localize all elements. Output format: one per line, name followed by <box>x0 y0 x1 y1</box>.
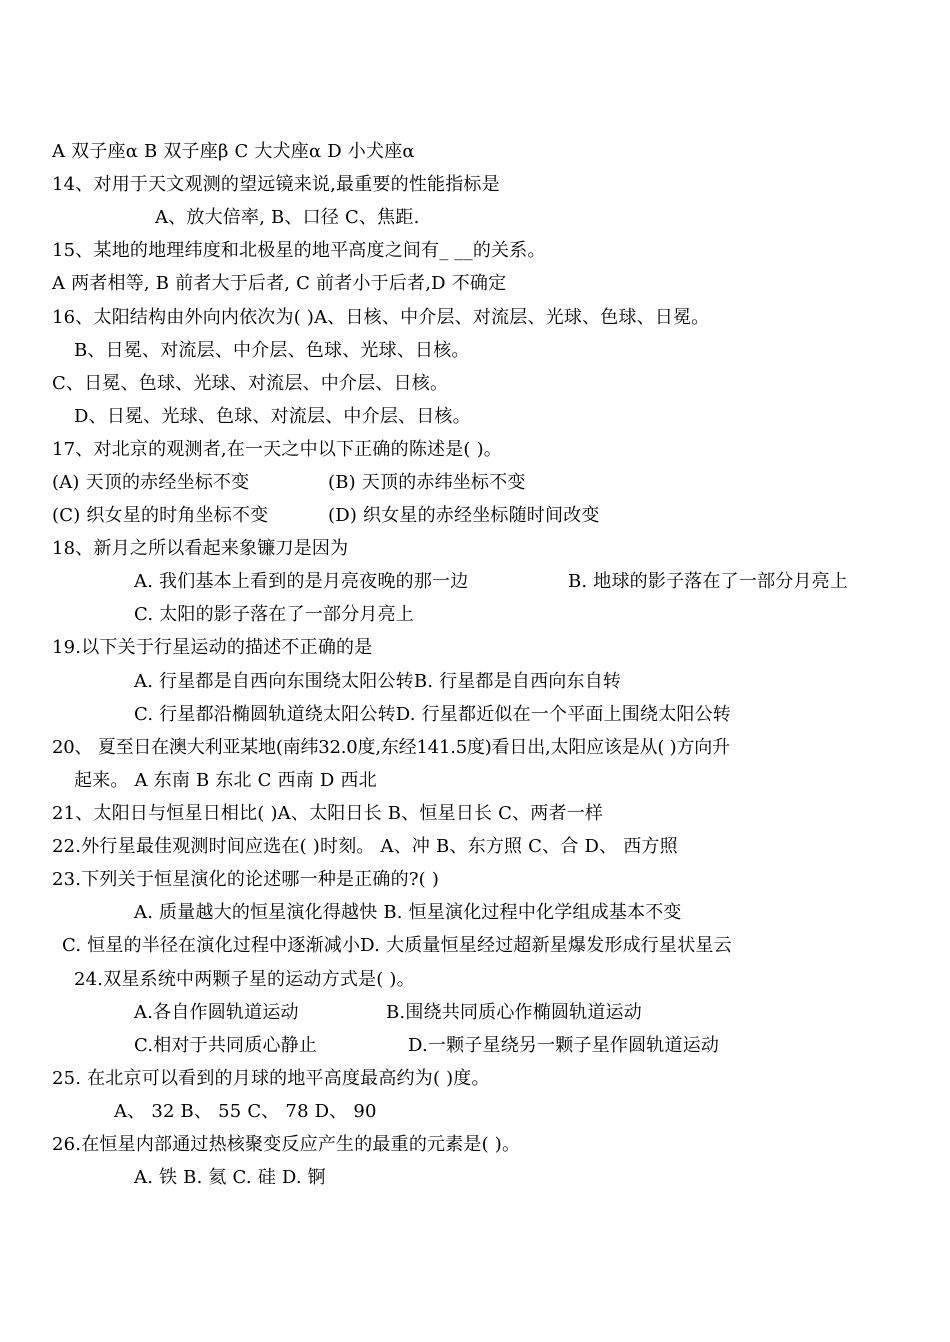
q18-option-c: C. 太阳的影子落在了一部分月亮上 <box>134 604 414 625</box>
q15-options: A 两者相等, B 前者大于后者, C 前者小于后者,D 不确定 <box>52 273 507 294</box>
q24-option-d: D.一颗子星绕另一颗子星作圆轨道运动 <box>408 1035 720 1056</box>
q16-option-b: B、日冕、对流层、中介层、色球、光球、日核。 <box>74 340 470 361</box>
q19-stem: 19.以下关于行星运动的描述不正确的是 <box>52 637 373 658</box>
q15-stem: 15、某地的地理纬度和北极星的地平高度之间有_ __的关系。 <box>52 240 546 261</box>
q17-option-d: (D) 织女星的赤经坐标随时间改变 <box>328 505 600 526</box>
q20-stem: 20、 夏至日在澳大利亚某地(南纬32.0度,东经141.5度)看日出,太阳应该是从( )方向升 <box>52 737 730 758</box>
q22-stem: 22.外行星最佳观测时间应选在( )时刻。 A、冲 B、东方照 C、合 D、 西方照 <box>52 836 678 857</box>
q16-option-d: D、日冕、光球、色球、对流层、中介层、日核。 <box>74 406 471 427</box>
q24-option-b: B.围绕共同质心作椭圆轨道运动 <box>386 1002 642 1023</box>
q14-options: A、放大倍率, B、口径 C、焦距. <box>155 207 420 228</box>
q17-stem: 17、对北京的观测者,在一天之中以下正确的陈述是( )。 <box>52 439 502 460</box>
q24-stem: 24.双星系统中两颗子星的运动方式是( )。 <box>74 969 415 990</box>
q20-options: 起来。 A 东南 B 东北 C 西南 D 西北 <box>74 770 377 791</box>
q26-options: A. 铁 B. 氦 C. 硅 D. 锕 <box>134 1167 326 1188</box>
q21-stem: 21、太阳日与恒星日相比( )A、太阳日长 B、恒星日长 C、两者一样 <box>52 803 604 824</box>
q14-stem: 14、对用于天文观测的望远镜来说,最重要的性能指标是 <box>52 174 500 195</box>
q26-stem: 26.在恒星内部通过热核聚变反应产生的最重的元素是( )。 <box>52 1134 521 1155</box>
q18-option-b: B. 地球的影子落在了一部分月亮上 <box>568 571 849 592</box>
q13-options: A 双子座α B 双子座β C 大犬座α D 小犬座α <box>52 141 415 162</box>
q19-options-cd: C. 行星都沿椭圆轨道绕太阳公转D. 行星都近似在一个平面上围绕太阳公转 <box>134 704 732 725</box>
q25-stem: 25. 在北京可以看到的月球的地平高度最高约为( )度。 <box>52 1068 490 1089</box>
q18-option-a: A. 我们基本上看到的是月亮夜晚的那一边 <box>134 571 469 592</box>
q24-option-a: A.各自作圆轨道运动 <box>134 1002 299 1023</box>
q16-option-c: C、日冕、色球、光球、对流层、中介层、日核。 <box>52 373 449 394</box>
q17-option-c: (C) 织女星的时角坐标不变 <box>52 505 269 526</box>
q25-options: A、 32 B、 55 C、 78 D、 90 <box>114 1101 377 1122</box>
q19-options-ab: A. 行星都是自西向东围绕太阳公转B. 行星都是自西向东自转 <box>134 671 622 692</box>
q23-stem: 23.下列关于恒星演化的论述哪一种是正确的?( ) <box>52 869 440 890</box>
q18-stem: 18、新月之所以看起来象镰刀是因为 <box>52 538 349 559</box>
q23-options-ab: A. 质量越大的恒星演化得越快 B. 恒星演化过程中化学组成基本不变 <box>134 902 682 923</box>
q17-option-b: (B) 天顶的赤纬坐标不变 <box>328 472 526 493</box>
q17-option-a: (A) 天顶的赤经坐标不变 <box>52 472 250 493</box>
q16-stem: 16、太阳结构由外向内依次为( )A、日核、中介层、对流层、光球、色球、日冕。 <box>52 307 710 328</box>
q24-option-c: C.相对于共同质心静止 <box>134 1035 318 1056</box>
q23-options-cd: C. 恒星的半径在演化过程中逐渐减小D. 大质量恒星经过超新星爆发形成行星状星云 <box>62 935 732 956</box>
